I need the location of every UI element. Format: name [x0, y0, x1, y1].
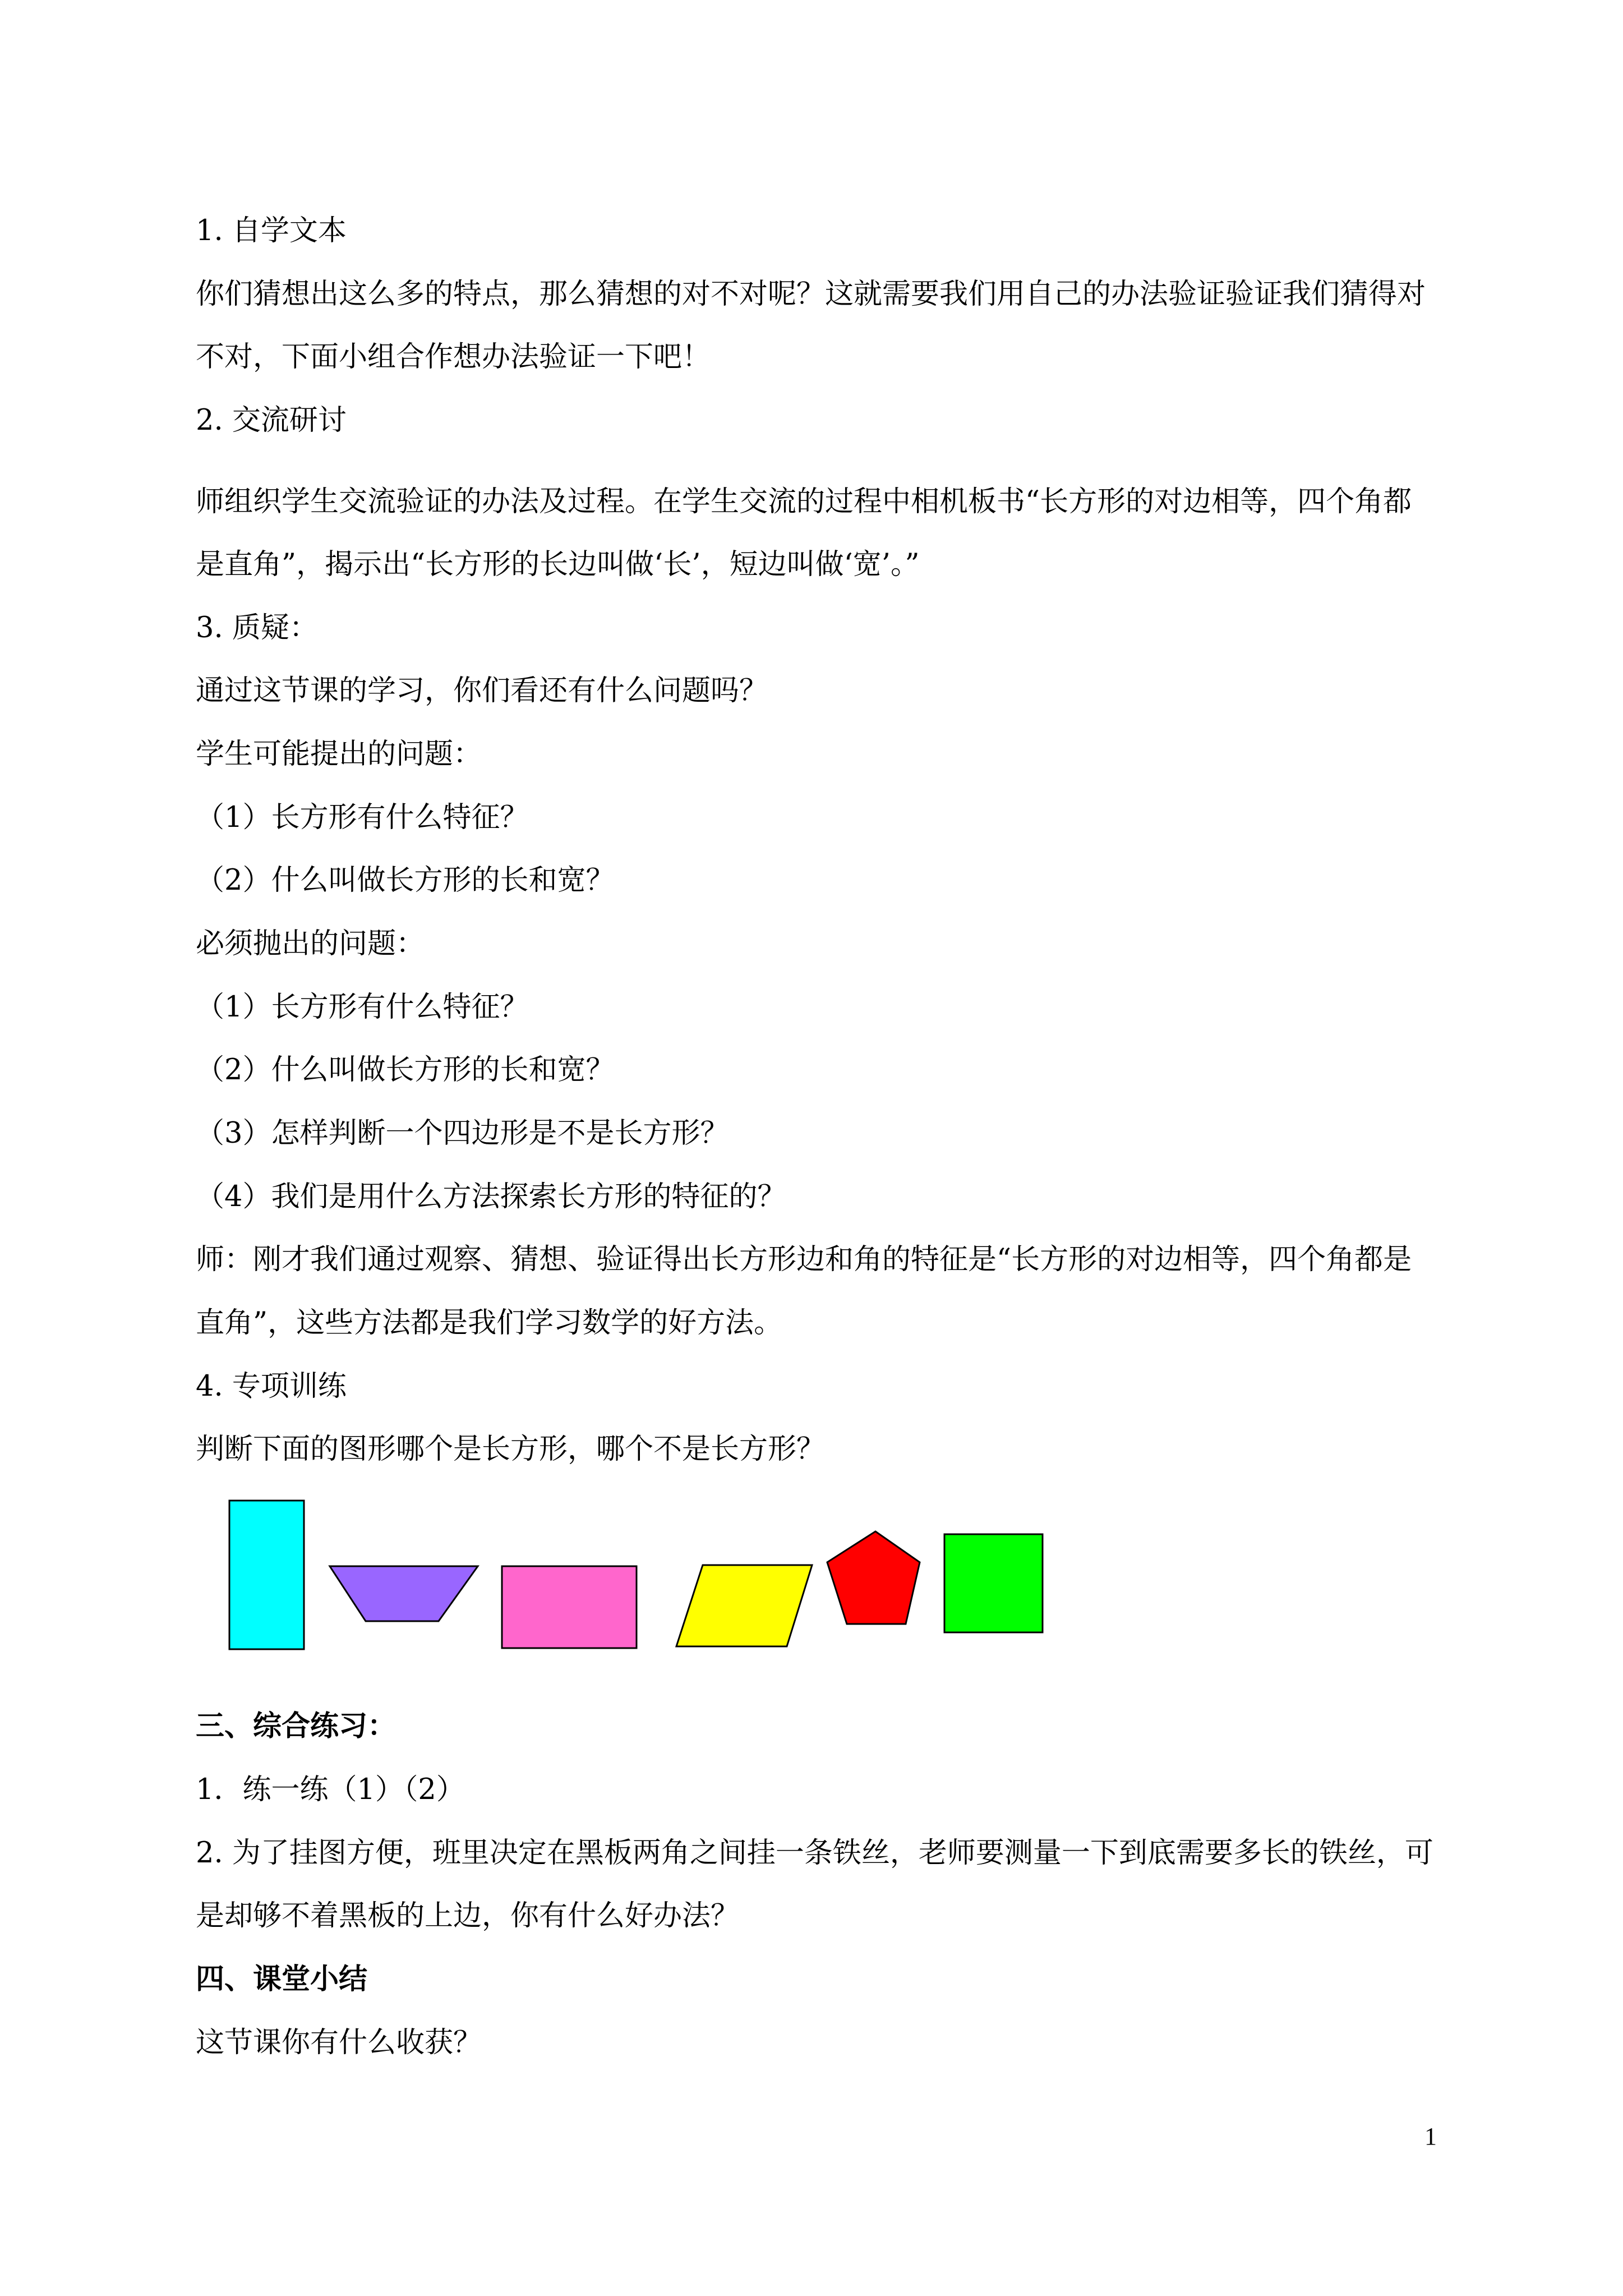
paragraph-line: 师：刚才我们通过观察、猜想、验证得出长方形边和角的特征是“长方形的对边相等，四个角都是 [196, 1243, 1412, 1276]
heading-self-study: 1. 自学文本 [196, 214, 347, 247]
paragraph-line: 是直角”，揭示出“长方形的长边叫做‘长’，短边叫做‘宽’。” [196, 548, 920, 581]
paragraph-line: 判断下面的图形哪个是长方形，哪个不是长方形？ [196, 1433, 826, 1466]
heading-special-training: 4. 专项训练 [196, 1370, 347, 1403]
paragraph-line: 师组织学生交流验证的办法及过程。在学生交流的过程中相机板书“长方形的对边相等，四个角都 [196, 485, 1412, 518]
list-item: （1）长方形有什么特征？ [196, 991, 529, 1024]
section-heading-practice: 三、综合练习： [196, 1710, 396, 1743]
paragraph-line: 直角”，这些方法都是我们学习数学的好方法。 [196, 1306, 783, 1340]
paragraph-line: 2. 为了挂图方便，班里决定在黑板两角之间挂一条铁丝，老师要测量一下到底需要多长的铁丝，可 [196, 1837, 1433, 1870]
list-item: （1）长方形有什么特征？ [196, 801, 529, 834]
paragraph-line: 学生可能提出的问题： [196, 738, 482, 771]
parallelogram-shape [676, 1565, 812, 1646]
section-heading-summary: 四、课堂小结 [196, 1963, 368, 1996]
paragraph-line: 不对，下面小组合作想办法验证一下吧！ [196, 341, 711, 374]
list-item: （2）什么叫做长方形的长和宽？ [196, 864, 615, 897]
page-number: 1 [1424, 2123, 1437, 2150]
wide-rectangle-shape [502, 1566, 637, 1648]
heading-discussion: 2. 交流研讨 [196, 404, 347, 437]
list-item: （3）怎样判断一个四边形是不是长方形？ [196, 1117, 729, 1150]
paragraph-line: 必须抛出的问题： [196, 927, 425, 960]
list-item: （4）我们是用什么方法探索长方形的特征的？ [196, 1180, 786, 1213]
paragraph-line: 通过这节课的学习，你们看还有什么问题吗？ [196, 674, 768, 707]
list-item: （2）什么叫做长方形的长和宽？ [196, 1053, 615, 1087]
heading-questions: 3. 质疑： [196, 611, 318, 645]
paragraph-line: 是却够不着黑板的上边，你有什么好办法？ [196, 1899, 740, 1932]
paragraph-line: 这节课你有什么收获？ [196, 2026, 482, 2059]
trapezoid-shape [330, 1566, 478, 1621]
pentagon-shape [827, 1531, 920, 1624]
tall-rectangle-shape [229, 1501, 304, 1649]
paragraph-line: 1．练一练（1）（2） [196, 1773, 465, 1806]
square-shape [944, 1534, 1043, 1632]
paragraph-line: 你们猜想出这么多的特点，那么猜想的对不对呢？这就需要我们用自己的办法验证验证我们猜得对 [196, 278, 1426, 311]
